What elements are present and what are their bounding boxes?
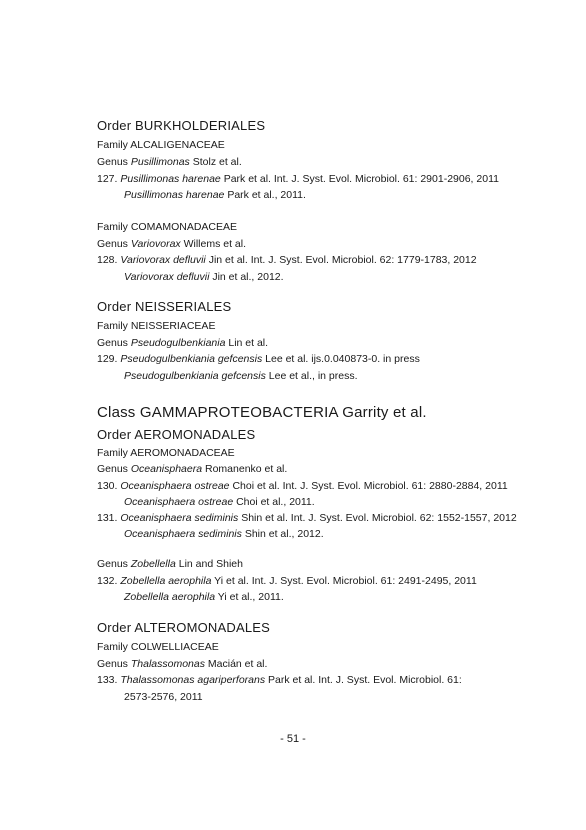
species-name: Thalassomonas agariperforans (120, 674, 266, 686)
family-heading: Family AEROMONADACEAE (97, 447, 235, 459)
text-span: 127. (97, 173, 118, 185)
entry-133 (97, 674, 462, 687)
order-heading: Order NEISSERIALES (97, 299, 232, 314)
species-name: Pseudogulbenkiania (130, 337, 226, 349)
entry-128 (97, 254, 477, 267)
text-span: Romanenko et al. (205, 463, 288, 475)
species-name: Oceanisphaera ostreae (120, 480, 230, 492)
text-span: Lee et al., in press. (268, 370, 358, 382)
genus-line (97, 463, 287, 476)
text-span: 130. (97, 480, 118, 492)
order-heading: Order ALTEROMONADALES (97, 620, 271, 635)
genus-name: Pusillimonas (130, 156, 190, 168)
entry-127-name-line (124, 189, 306, 202)
text-span: Genus (97, 238, 128, 250)
species-name: Oceanisphaera (130, 463, 203, 475)
entry-130 (97, 480, 508, 493)
species-name: Oceanisphaera sediminis (124, 528, 242, 540)
text-span: 132. (97, 575, 118, 587)
text-span: Macián et al. (207, 658, 268, 670)
entry-132-name-line (124, 591, 284, 604)
class-heading: Class GAMMAPROTEOBACTERIA Garrity et al. (97, 404, 427, 421)
entry-129 (97, 353, 420, 366)
text-span: Shin et al. Int. J. Syst. Evol. Microbiol. 62: 1552-1557, 2012 (241, 512, 517, 524)
species-name: Zobellella aerophila (124, 591, 216, 603)
family-heading: Family COMAMONADACEAE (97, 221, 238, 233)
family-heading: Family COLWELLIACEAE (97, 641, 219, 653)
text-span: Yi et al. Int. J. Syst. Evol. Microbiol. 61: 2491-2495, 2011 (214, 575, 477, 587)
species-name: Variovorax defluvii (120, 254, 206, 266)
species-name: Variovorax (130, 238, 181, 250)
species-name: Oceanisphaera sediminis (120, 512, 239, 524)
text-span: Genus (97, 658, 128, 670)
text-span: Choi et al. Int. J. Syst. Evol. Microbiol. 61: 2880-2884, 2011 (232, 480, 508, 492)
species-name: Thalassomonas (130, 658, 205, 670)
page-number: - 51 - (280, 733, 306, 745)
species-name: Zobellella aerophila (120, 575, 212, 587)
text-span: Stolz et al. (192, 156, 242, 168)
text-span: Jin et al. Int. J. Syst. Evol. Microbiol. 62: 1779-1783, 2012 (208, 254, 477, 266)
text-span: Park et al., 2011. (227, 189, 306, 201)
text-span: Genus (97, 558, 128, 570)
family-heading: Family NEISSERIACEAE (97, 320, 216, 332)
species-name: Zobellella (130, 558, 176, 570)
text-span: Lin et al. (228, 337, 269, 349)
species-name: Pusillimonas harenae (120, 173, 221, 185)
entry-131 (97, 512, 517, 525)
text-span: 128. (97, 254, 118, 266)
entry-129-name-line (124, 370, 358, 383)
entry-128-name-line (124, 271, 284, 284)
text-span: Jin et al., 2012. (212, 271, 284, 283)
text-span: Choi et al., 2011. (236, 496, 315, 508)
genus-line (97, 658, 267, 671)
entry-132 (97, 575, 477, 588)
entry-133-continuation: 2573-2576, 2011 (124, 691, 203, 703)
text-span: Park et al. Int. J. Syst. Evol. Microbiol. 61: 2901-2906, 2011 (223, 173, 499, 185)
text-span: Genus (97, 156, 128, 168)
family-heading: Family ALCALIGENACEAE (97, 139, 225, 151)
genus-line (97, 558, 243, 571)
text-span: 129. (97, 353, 118, 365)
text-span: Yi et al., 2011. (217, 591, 284, 603)
genus-line (97, 238, 246, 251)
entry-130-name-line (124, 496, 315, 509)
genus-line (97, 156, 242, 169)
order-heading: Order AEROMONADALES (97, 427, 256, 442)
genus-line (97, 337, 268, 350)
entry-131-name-line (124, 528, 324, 541)
entry-127 (97, 173, 499, 186)
species-name: Pseudogulbenkiania gefcensis (120, 353, 263, 365)
text-span: Lin and Shieh (178, 558, 243, 570)
text-span: Willems et al. (183, 238, 247, 250)
text-span: Park et al. Int. J. Syst. Evol. Microbiol. 61: (268, 674, 462, 686)
species-name: Pusillimonas harenae (124, 189, 225, 201)
text-span: Genus (97, 337, 128, 349)
species-name: Pseudogulbenkiania gefcensis (124, 370, 266, 382)
text-span: Genus (97, 463, 128, 475)
species-name: Variovorax defluvii (124, 271, 210, 283)
order-heading: Order BURKHOLDERIALES (97, 118, 266, 133)
species-name: Oceanisphaera ostreae (124, 496, 234, 508)
text-span: 131. (97, 512, 118, 524)
text-span: Lee et al. ijs.0.040873-0. in press (265, 353, 420, 365)
text-span: 133. (97, 674, 118, 686)
text-span: Shin et al., 2012. (244, 528, 324, 540)
